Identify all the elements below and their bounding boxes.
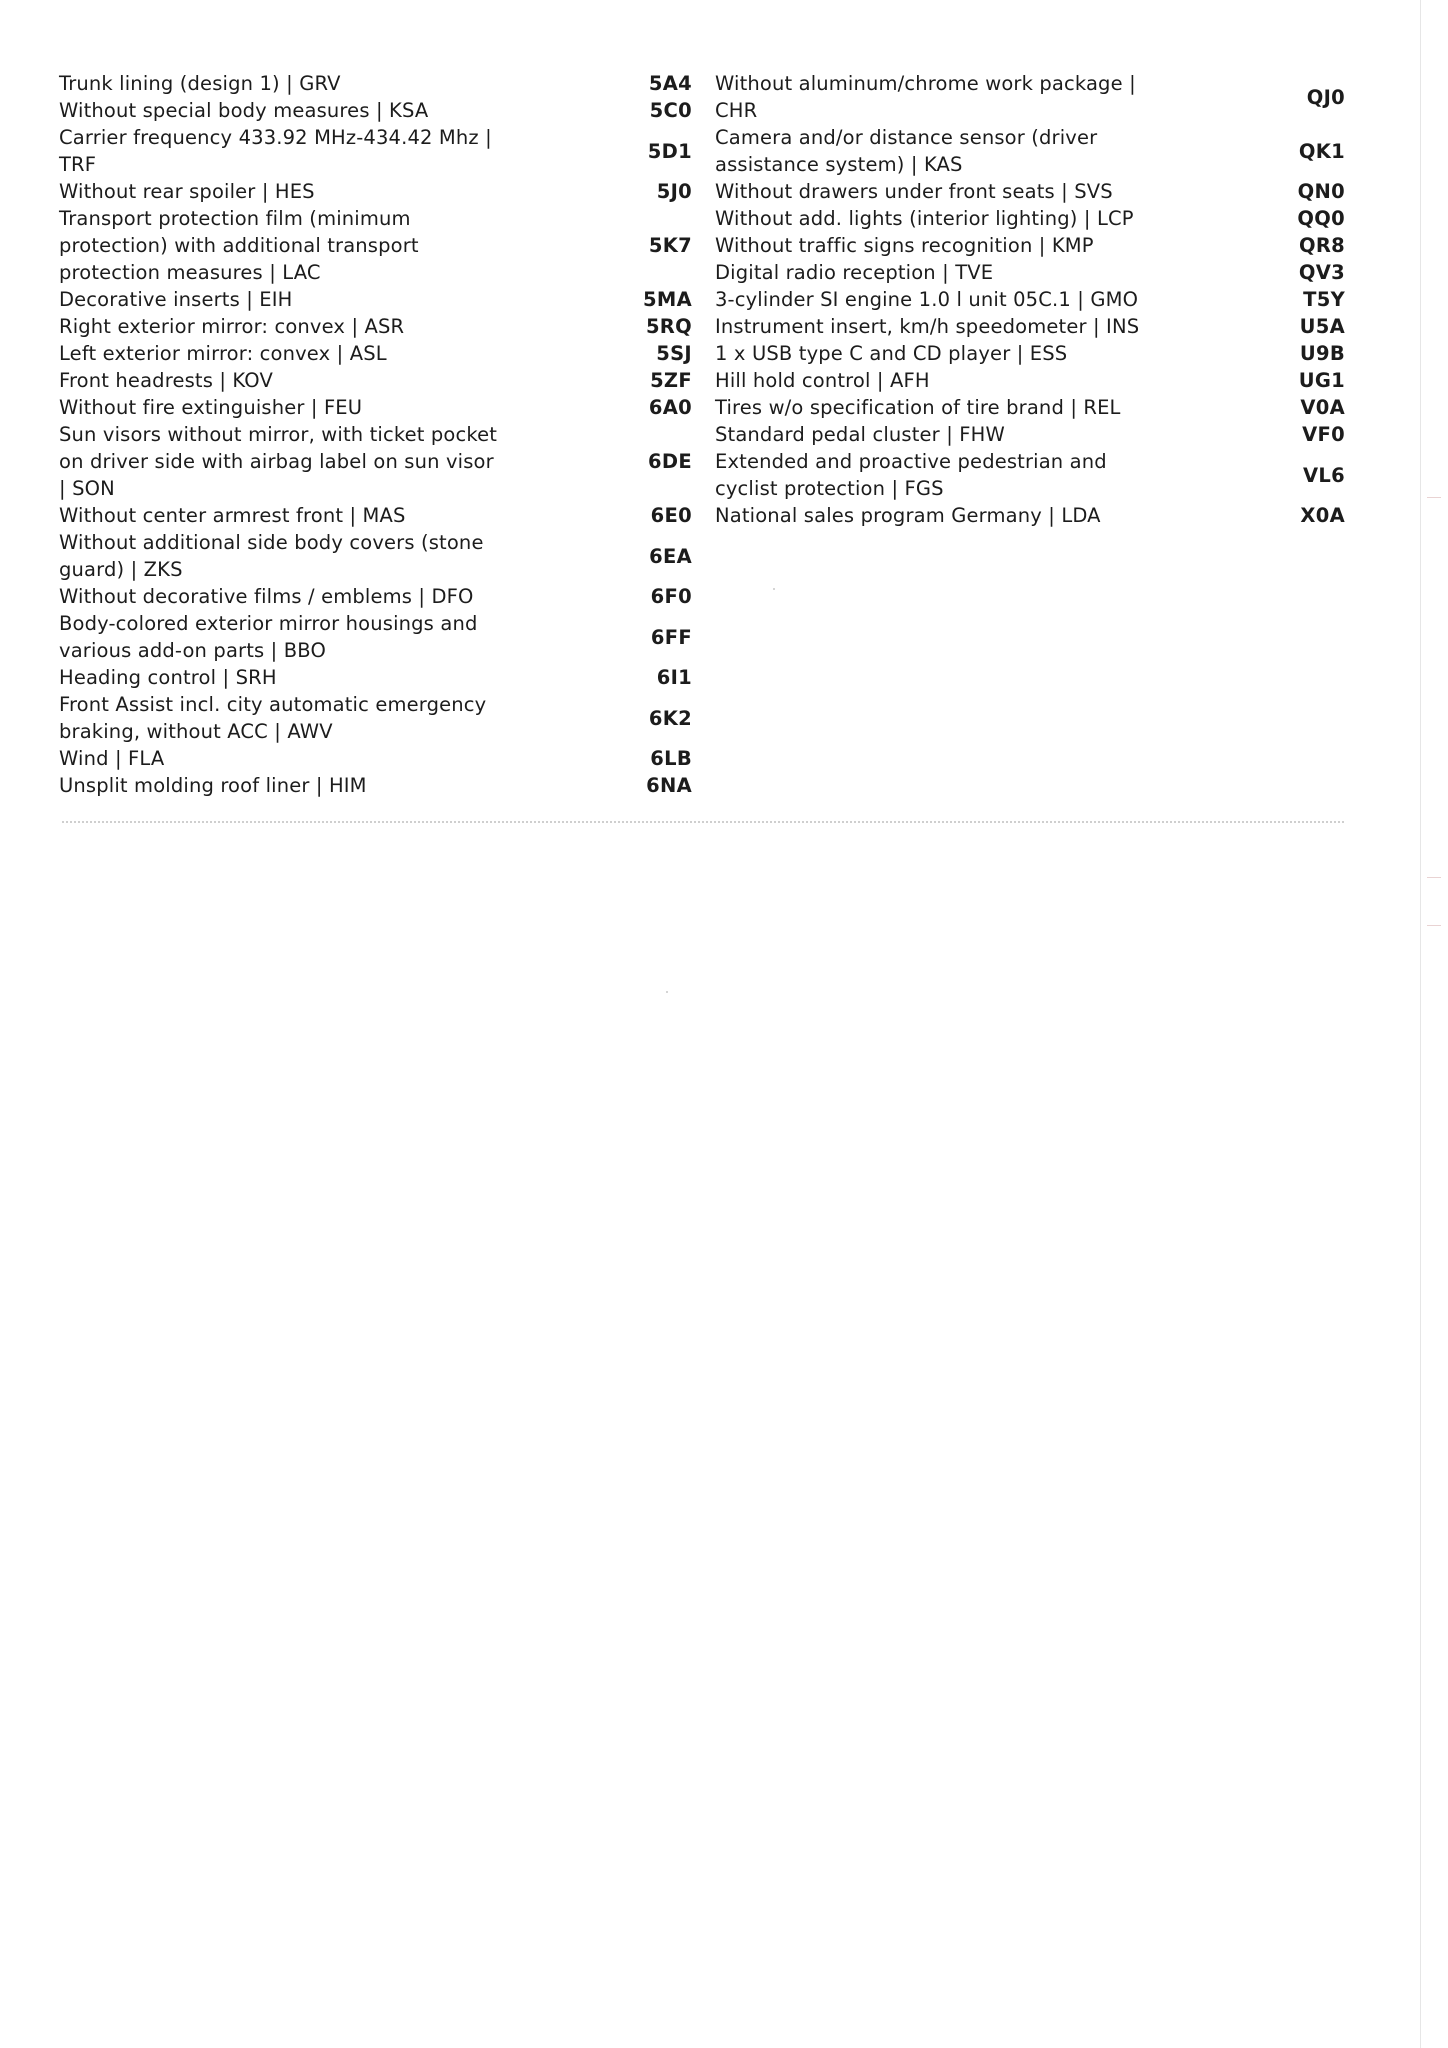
equipment-code: T5Y xyxy=(1303,288,1345,311)
description-line: Without additional side body covers (stone xyxy=(59,531,484,554)
equipment-description xyxy=(59,205,584,286)
equipment-row xyxy=(59,691,692,745)
scan-edge-line xyxy=(1420,0,1421,2048)
description-line: Carrier frequency 433.92 MHz-434.42 Mhz | xyxy=(59,126,492,149)
description-line: Without drawers under front seats | SVS xyxy=(715,180,1113,203)
description-line: Without special body measures | KSA xyxy=(59,99,429,122)
description-line: Without decorative films / emblems | DFO xyxy=(59,585,474,608)
equipment-row xyxy=(59,124,692,178)
description-line: Camera and/or distance sensor (driver xyxy=(715,126,1098,149)
description-line: 1 x USB type C and CD player | ESS xyxy=(715,342,1068,365)
equipment-code: VF0 xyxy=(1302,423,1345,446)
description-line: Without aluminum/chrome work package | xyxy=(715,72,1136,95)
equipment-list-right xyxy=(715,70,1345,529)
equipment-row xyxy=(715,124,1345,178)
equipment-code: U9B xyxy=(1299,342,1345,365)
equipment-code: 5RQ xyxy=(645,315,692,338)
equipment-row xyxy=(59,394,692,421)
description-line: National sales program Germany | LDA xyxy=(715,504,1101,527)
equipment-description xyxy=(715,286,1235,313)
equipment-row xyxy=(715,502,1345,529)
description-line: Without center armrest front | MAS xyxy=(59,504,406,527)
scan-speck xyxy=(666,991,668,993)
description-line: guard) | ZKS xyxy=(59,558,183,581)
equipment-row xyxy=(59,286,692,313)
equipment-description xyxy=(59,664,584,691)
equipment-description xyxy=(59,124,584,178)
equipment-code: 5K7 xyxy=(648,234,692,257)
equipment-code: 5MA xyxy=(643,288,692,311)
equipment-description xyxy=(59,421,584,502)
equipment-description xyxy=(715,448,1235,502)
description-line: Trunk lining (design 1) | GRV xyxy=(59,72,341,95)
description-line: Sun visors without mirror, with ticket pocket xyxy=(59,423,498,446)
equipment-row xyxy=(59,583,692,610)
equipment-row xyxy=(715,421,1345,448)
description-line: Hill hold control | AFH xyxy=(715,369,930,392)
equipment-code: UG1 xyxy=(1298,369,1345,392)
description-line: cyclist protection | FGS xyxy=(715,477,944,500)
equipment-list-left xyxy=(59,70,692,799)
equipment-description xyxy=(715,313,1235,340)
description-line: braking, without ACC | AWV xyxy=(59,720,333,743)
equipment-description xyxy=(59,286,584,313)
margin-mark xyxy=(1427,925,1441,926)
description-line: TRF xyxy=(59,153,97,176)
equipment-row xyxy=(59,340,692,367)
equipment-code: 6K2 xyxy=(648,706,692,730)
equipment-row xyxy=(59,745,692,772)
equipment-description xyxy=(59,583,584,610)
equipment-code: 6LB xyxy=(650,747,692,770)
equipment-row xyxy=(59,502,692,529)
margin-mark xyxy=(1427,877,1441,878)
description-line: Right exterior mirror: convex | ASR xyxy=(59,315,405,338)
equipment-code: 6I1 xyxy=(656,666,692,689)
description-line: Instrument insert, km/h speedometer | INS xyxy=(715,315,1140,338)
equipment-code: U5A xyxy=(1299,315,1345,338)
equipment-code: QV3 xyxy=(1298,261,1345,284)
equipment-code: 5SJ xyxy=(656,342,692,365)
equipment-description xyxy=(59,97,584,124)
equipment-description xyxy=(59,772,584,799)
scan-speck xyxy=(773,588,775,590)
description-line: protection measures | LAC xyxy=(59,261,321,284)
equipment-code: 5D1 xyxy=(647,139,692,163)
equipment-row xyxy=(715,70,1345,124)
equipment-description xyxy=(59,610,584,664)
description-line: Tires w/o specification of tire brand | REL xyxy=(715,396,1121,419)
description-line: Left exterior mirror: convex | ASL xyxy=(59,342,387,365)
equipment-row xyxy=(59,97,692,124)
equipment-row xyxy=(59,205,692,286)
equipment-code: QK1 xyxy=(1298,139,1345,163)
equipment-code: 6E0 xyxy=(650,504,692,527)
description-line: Front Assist incl. city automatic emergency xyxy=(59,693,487,716)
equipment-row xyxy=(715,232,1345,259)
equipment-code: 6DE xyxy=(648,450,692,473)
description-line: various add-on parts | BBO xyxy=(59,639,326,662)
equipment-description xyxy=(715,394,1235,421)
description-line: Transport protection film (minimum xyxy=(59,207,411,230)
equipment-row xyxy=(59,367,692,394)
equipment-description xyxy=(715,367,1235,394)
equipment-description xyxy=(59,340,584,367)
equipment-code: 5J0 xyxy=(656,180,692,203)
equipment-code: 5A4 xyxy=(648,72,692,95)
equipment-row xyxy=(59,610,692,664)
description-line: Unsplit molding roof liner | HIM xyxy=(59,774,367,797)
equipment-row xyxy=(715,286,1345,313)
equipment-description xyxy=(59,745,584,772)
description-line: on driver side with airbag label on sun visor xyxy=(59,450,494,473)
equipment-row xyxy=(715,394,1345,421)
equipment-code: 6A0 xyxy=(648,396,692,419)
description-line: Standard pedal cluster | FHW xyxy=(715,423,1005,446)
equipment-description xyxy=(715,340,1235,367)
description-line: Wind | FLA xyxy=(59,747,165,770)
equipment-row xyxy=(715,448,1345,502)
section-divider xyxy=(62,821,1344,823)
equipment-code: 6EA xyxy=(649,544,692,568)
equipment-code: X0A xyxy=(1300,504,1345,527)
description-line: Front headrests | KOV xyxy=(59,369,273,392)
description-line: Without add. lights (interior lighting) | LCP xyxy=(715,207,1134,230)
equipment-description xyxy=(715,232,1235,259)
equipment-description xyxy=(59,367,584,394)
equipment-description xyxy=(59,529,584,583)
description-line: Decorative inserts | EIH xyxy=(59,288,293,311)
equipment-code: QR8 xyxy=(1298,234,1345,257)
description-line: Digital radio reception | TVE xyxy=(715,261,994,284)
description-line: | SON xyxy=(59,477,115,500)
equipment-description xyxy=(715,70,1235,124)
equipment-description xyxy=(59,70,584,97)
equipment-code: 5ZF xyxy=(650,369,692,392)
equipment-description xyxy=(715,124,1235,178)
equipment-description xyxy=(59,394,584,421)
equipment-description xyxy=(59,691,584,745)
equipment-description xyxy=(59,313,584,340)
equipment-code: QJ0 xyxy=(1306,85,1345,109)
equipment-code: 6F0 xyxy=(650,585,692,608)
equipment-row xyxy=(59,178,692,205)
equipment-code: QN0 xyxy=(1297,180,1345,203)
equipment-description xyxy=(59,502,584,529)
equipment-row xyxy=(59,664,692,691)
equipment-description xyxy=(715,178,1235,205)
description-line: Body-colored exterior mirror housings and xyxy=(59,612,478,635)
equipment-row xyxy=(59,529,692,583)
equipment-code: 6FF xyxy=(650,625,692,649)
equipment-row xyxy=(715,313,1345,340)
equipment-code: QQ0 xyxy=(1297,207,1345,230)
equipment-code: VL6 xyxy=(1303,463,1345,487)
description-line: Without fire extinguisher | FEU xyxy=(59,396,363,419)
description-line: 3-cylinder SI engine 1.0 l unit 05C.1 | GMO xyxy=(715,288,1139,311)
margin-mark xyxy=(1427,497,1441,498)
description-line: assistance system) | KAS xyxy=(715,153,963,176)
equipment-row xyxy=(715,259,1345,286)
equipment-code: 6NA xyxy=(646,774,692,797)
description-line: Extended and proactive pedestrian and xyxy=(715,450,1107,473)
equipment-row xyxy=(59,421,692,502)
equipment-description xyxy=(715,502,1235,529)
description-line: Heading control | SRH xyxy=(59,666,277,689)
description-line: CHR xyxy=(715,99,758,122)
equipment-description xyxy=(715,205,1235,232)
description-line: Without traffic signs recognition | KMP xyxy=(715,234,1094,257)
equipment-row xyxy=(715,178,1345,205)
equipment-row xyxy=(715,367,1345,394)
equipment-description xyxy=(715,259,1235,286)
description-line: protection) with additional transport xyxy=(59,234,419,257)
description-line: Without rear spoiler | HES xyxy=(59,180,315,203)
equipment-description xyxy=(59,178,584,205)
equipment-code: 5C0 xyxy=(649,99,692,122)
equipment-row xyxy=(715,205,1345,232)
equipment-row xyxy=(59,772,692,799)
equipment-row xyxy=(59,313,692,340)
equipment-code: V0A xyxy=(1300,396,1345,419)
equipment-description xyxy=(715,421,1235,448)
equipment-row xyxy=(59,70,692,97)
equipment-row xyxy=(715,340,1345,367)
